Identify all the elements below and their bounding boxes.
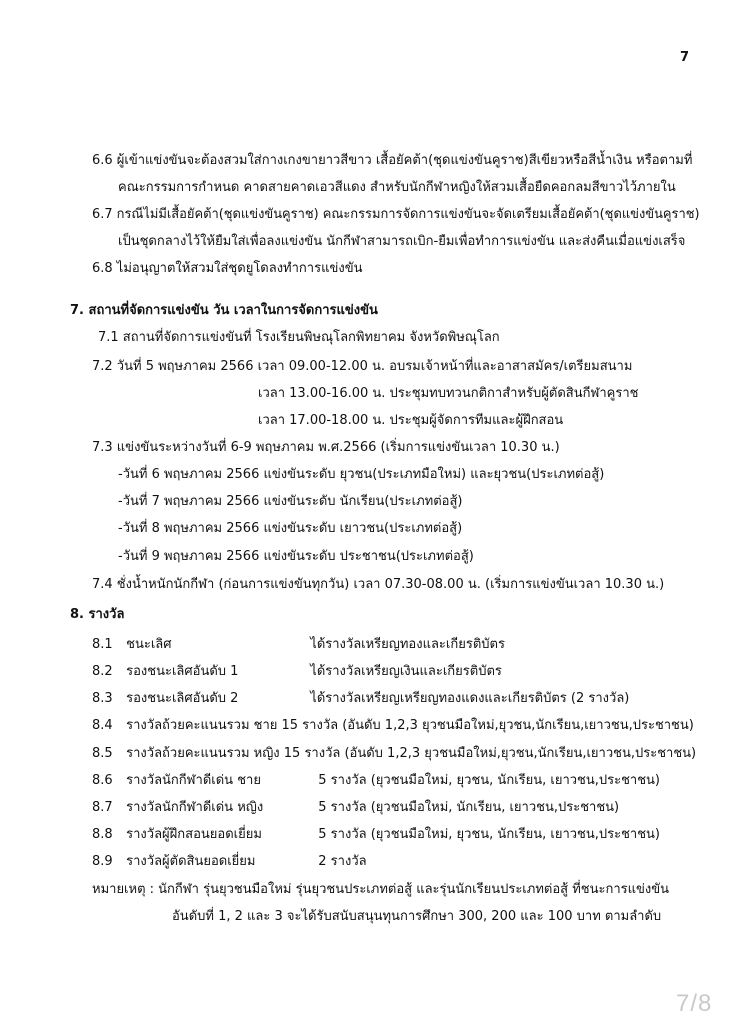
note-line-1: หมายเหตุ : นักกีฬา รุ่นยุวชนมือใหม่ รุ่นยุวชนประเภทต่อสู้ และรุ่นนักเรียนประเภทต่อสู้ ที่ชนะการแข่งขัน: [92, 882, 670, 897]
award-8-2: [92, 663, 502, 681]
award-detail: 2 รางวัล: [318, 854, 367, 869]
item-7-2-time3: เวลา 17.00-18.00 น. ประชุมผู้จัดการทีมและผู้ฝึกสอน: [258, 413, 564, 428]
award-label: รองชนะเลิศอันดับ 2: [126, 691, 239, 706]
item-6-7-line1: 6.7 กรณีไม่มีเสื้อยัคต้า(ชุดแข่งขันคูราช) คณะกรรมการจัดการแข่งขันจะจัดเตรียมเสื้อยัคต้า(ชุดแข่งขันคูราช): [92, 207, 700, 222]
item-7-2: 7.2 วันที่ 5 พฤษภาคม 2566 เวลา 09.00-12.00 น. อบรมเจ้าหน้าที่และอาสาสมัคร/เตรียมสนาม: [92, 359, 633, 374]
award-label: รองชนะเลิศอันดับ 1: [126, 664, 239, 679]
award-detail: ได้รางวัลเหรียญเงินและเกียรติบัตร: [310, 664, 502, 679]
award-number: 8.9: [92, 854, 113, 869]
award-label: ชนะเลิศ: [126, 637, 172, 652]
award-number: 8.3: [92, 691, 113, 706]
award-number: 8.4: [92, 718, 113, 733]
award-detail: 5 รางวัล (ยุวชนมือใหม่, นักเรียน, เยาวชน,ประชาชน): [318, 800, 620, 815]
viewer-page-indicator: 7/8: [676, 990, 713, 1017]
award-label: รางวัลผู้ฝึกสอนยอดเยี่ยม: [126, 827, 262, 842]
item-7-3-day9: -วันที่ 9 พฤษภาคม 2566 แข่งขันระดับ ประชาชน(ประเภทต่อสู้): [118, 549, 474, 564]
award-8-6: [92, 772, 660, 790]
award-number: 8.2: [92, 664, 113, 679]
award-8-8: [92, 826, 660, 844]
item-7-4: 7.4 ชั่งน้ำหนักนักกีฬา (ก่อนการแข่งขันทุกวัน) เวลา 07.30-08.00 น. (เริ่มการแข่งขันเวลา 10.30 น.): [92, 577, 665, 592]
item-7-3-day6: -วันที่ 6 พฤษภาคม 2566 แข่งขันระดับ ยุวชน(ประเภทมือใหม่) และยุวชน(ประเภทต่อสู้): [118, 467, 605, 482]
award-label: รางวัลผู้ตัดสินยอดเยี่ยม: [126, 854, 256, 869]
item-7-2-time2: เวลา 13.00-16.00 น. ประชุมทบทวนกติกาสำหรับผู้ตัดสินกีฬาคูราช: [258, 386, 639, 401]
award-number: 8.5: [92, 746, 113, 761]
award-text: รางวัลถ้วยคะแนนรวม หญิง 15 รางวัล (อันดับ 1,2,3 ยุวชนมือใหม่,ยุวชน,นักเรียน,เยาวชน,ประชาชน): [126, 746, 697, 761]
award-8-1: [92, 636, 505, 654]
item-7-1: 7.1 สถานที่จัดการแข่งขันที่ โรงเรียนพิษณุโลกพิทยาคม จังหวัดพิษณุโลก: [98, 330, 500, 345]
award-detail: 5 รางวัล (ยุวชนมือใหม่, ยุวชน, นักเรียน, เยาวชน,ประชาชน): [318, 827, 661, 842]
award-number: 8.1: [92, 637, 113, 652]
page-number: 7: [680, 50, 690, 65]
award-8-9: [92, 853, 367, 871]
award-detail: ได้รางวัลเหรียญเหรียญทองแดงและเกียรติบัตร (2 รางวัล): [310, 691, 630, 706]
item-7-3-day8: -วันที่ 8 พฤษภาคม 2566 แข่งขันระดับ เยาวชน(ประเภทต่อสู้): [118, 521, 463, 536]
item-6-8: 6.8 ไม่อนุญาตให้สวมใส่ชุดยูโดลงทำการแข่งขัน: [92, 261, 363, 276]
award-detail: 5 รางวัล (ยุวชนมือใหม่, ยุวชน, นักเรียน, เยาวชน,ประชาชน): [318, 773, 661, 788]
award-8-5: [92, 745, 696, 763]
award-8-4: [92, 717, 694, 735]
item-7-3: 7.3 แข่งขันระหว่างวันที่ 6-9 พฤษภาคม พ.ศ.2566 (เริ่มการแข่งขันเวลา 10.30 น.): [92, 440, 560, 455]
section-7-heading: 7. สถานที่จัดการแข่งขัน วัน เวลาในการจัดการแข่งขัน: [70, 303, 378, 318]
award-label: รางวัลนักกีฬาดีเด่น ชาย: [126, 773, 261, 788]
section-8-heading: 8. รางวัล: [70, 607, 125, 622]
item-6-7-line2: เป็นชุดกลางไว้ให้ยืมใส่เพื่อลงแข่งขัน นักกีฬาสามารถเบิก-ยืมเพื่อทำการแข่งขัน และส่งคืนเมื่อแข่งเสร็จ: [118, 234, 686, 249]
award-8-7: [92, 799, 619, 817]
award-label: รางวัลนักกีฬาดีเด่น หญิง: [126, 800, 264, 815]
item-6-6-line1: 6.6 ผู้เข้าแข่งขันจะต้องสวมใส่กางเกงขายาวสีขาว เสื้อยัคต้า(ชุดแข่งขันคูราช)สีเขียวหรือสีน้ำเงิน หรือตามที่: [92, 153, 693, 168]
item-6-6-line2: คณะกรรมการกำหนด คาดสายคาดเอวสีแดง สำหรับนักกีฬาหญิงให้สวมเสื้อยืดคอกลมสีขาวไว้ภายใน: [118, 180, 676, 195]
award-number: 8.6: [92, 773, 113, 788]
award-8-3: [92, 690, 629, 708]
item-7-3-day7: -วันที่ 7 พฤษภาคม 2566 แข่งขันระดับ นักเรียน(ประเภทต่อสู้): [118, 494, 463, 509]
award-detail: ได้รางวัลเหรียญทองและเกียรติบัตร: [310, 637, 505, 652]
award-text: รางวัลถ้วยคะแนนรวม ชาย 15 รางวัล (อันดับ 1,2,3 ยุวชนมือใหม่,ยุวชน,นักเรียน,เยาวชน,ประชาชน): [126, 718, 694, 733]
award-number: 8.7: [92, 800, 113, 815]
award-number: 8.8: [92, 827, 113, 842]
note-line-2: อันดับที่ 1, 2 และ 3 จะได้รับสนับสนุนทุนการศึกษา 300, 200 และ 100 บาท ตามลำดับ: [172, 909, 662, 924]
